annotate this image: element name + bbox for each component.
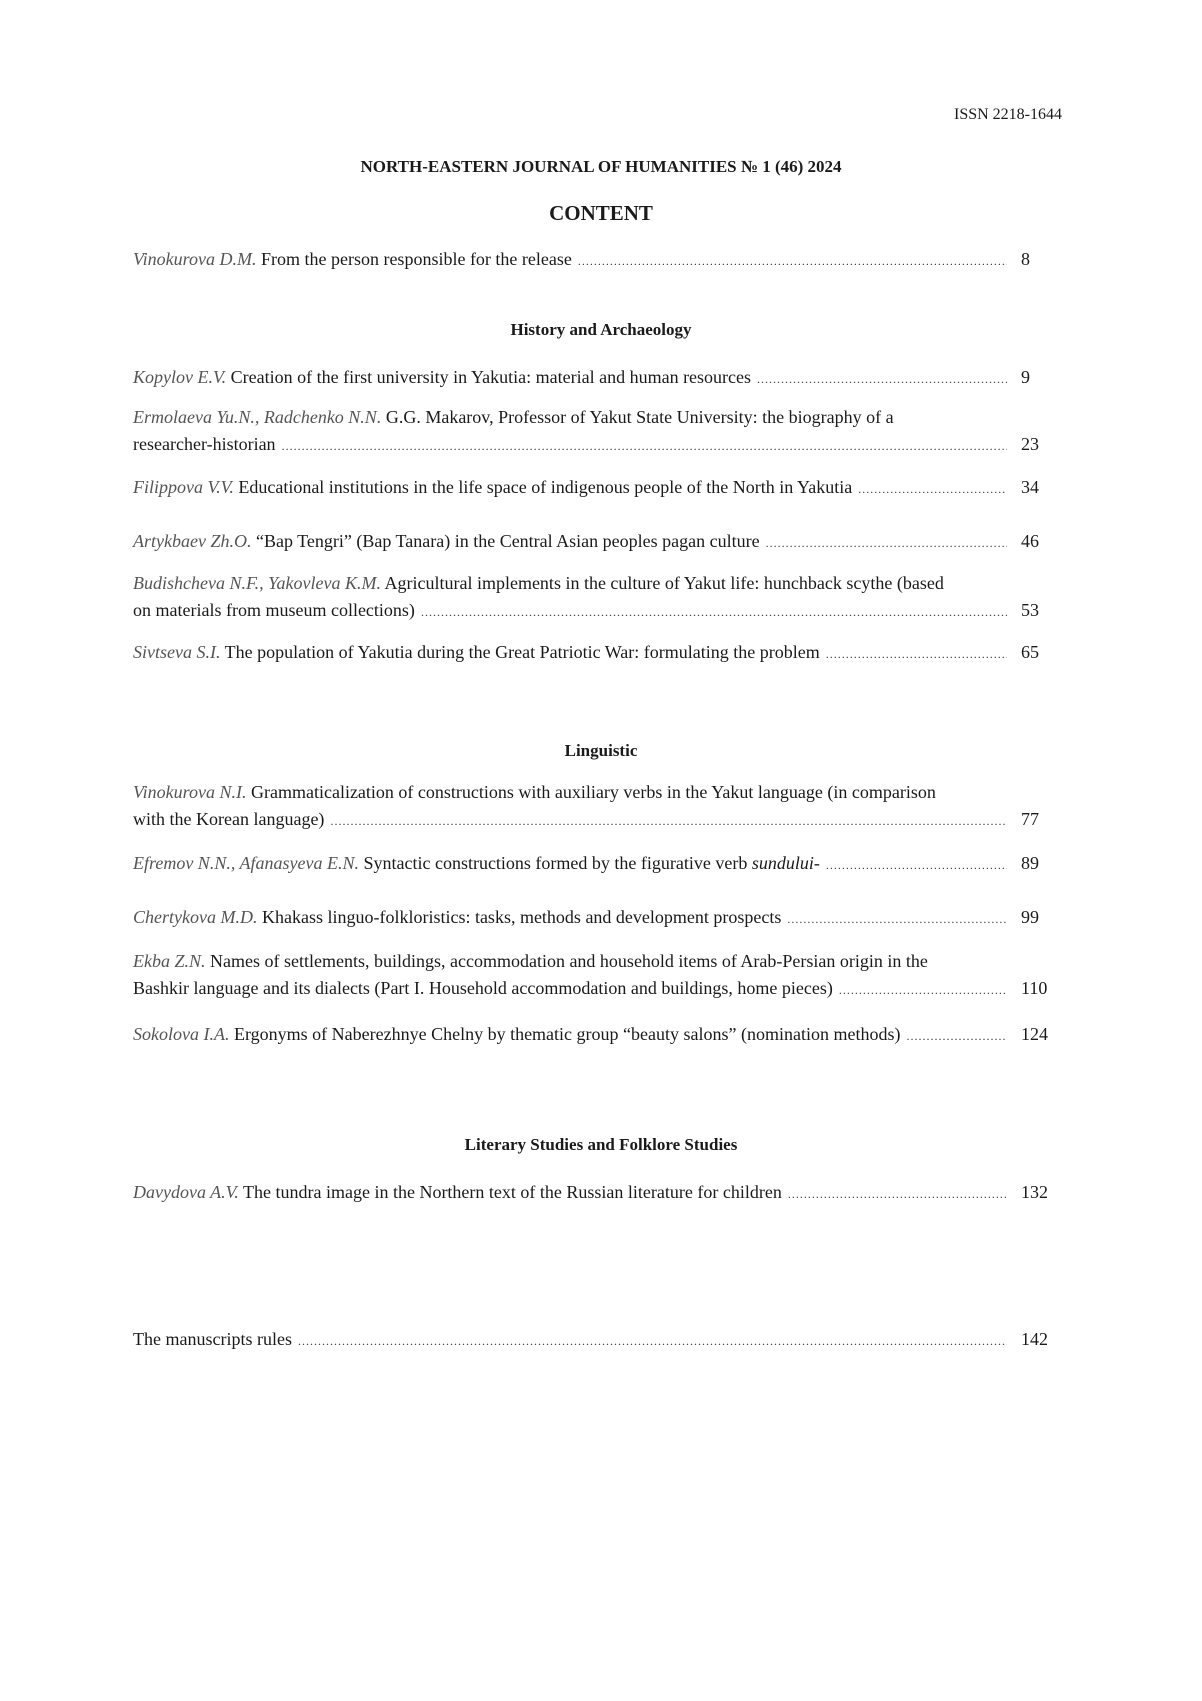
toc-entry[interactable] bbox=[133, 639, 1061, 668]
entry-authors: Davydova A.V. bbox=[133, 1182, 239, 1202]
toc-entry[interactable] bbox=[133, 570, 1061, 626]
toc-entry[interactable] bbox=[133, 850, 1061, 879]
toc-entry[interactable] bbox=[133, 948, 1061, 1004]
toc-entry[interactable] bbox=[133, 404, 1061, 460]
dot-leader bbox=[826, 641, 1007, 668]
issn: ISSN 2218-1644 bbox=[953, 106, 1062, 123]
entry-title-cont: on materials from museum collections) bbox=[133, 600, 415, 620]
entry-page: 23 bbox=[1021, 434, 1039, 454]
toc-entry[interactable] bbox=[133, 1021, 1061, 1050]
section-heading-literary: Literary Studies and Folklore Studies bbox=[464, 1135, 738, 1154]
entry-title-italic: sundului- bbox=[751, 853, 820, 873]
entry-page: 77 bbox=[1021, 809, 1039, 829]
dot-leader bbox=[757, 366, 1007, 393]
entry-authors: Artykbaev Zh.O. bbox=[133, 531, 252, 551]
journal-title: NORTH-EASTERN JOURNAL OF HUMANITIES № 1 (46) 2024 bbox=[360, 157, 842, 176]
toc-entry-intro[interactable] bbox=[133, 246, 1061, 275]
entry-title: Grammaticalization of constructions with auxiliary verbs in the Yakut language (in comparison bbox=[250, 782, 936, 802]
entry-title: Creation of the first university in Yakutia: material and human resources bbox=[230, 367, 752, 387]
entry-page: 110 bbox=[1021, 978, 1048, 998]
dot-leader bbox=[788, 1181, 1007, 1208]
entry-page: 34 bbox=[1021, 477, 1039, 497]
toc-entry[interactable] bbox=[133, 528, 1061, 557]
entry-page: 124 bbox=[1021, 1024, 1048, 1044]
entry-title: Educational institutions in the life space of indigenous people of the North in Yakutia bbox=[238, 477, 853, 497]
entry-page: 46 bbox=[1021, 531, 1039, 551]
entry-title: The tundra image in the Northern text of the Russian literature for children bbox=[243, 1182, 782, 1202]
dot-leader bbox=[282, 433, 1007, 460]
entry-authors: Ekba Z.N. bbox=[133, 951, 206, 971]
dot-leader bbox=[421, 599, 1007, 626]
dot-leader bbox=[298, 1328, 1007, 1355]
entry-page: 53 bbox=[1021, 600, 1039, 620]
toc-entry-manuscripts[interactable] bbox=[133, 1326, 1061, 1355]
entry-page: 9 bbox=[1021, 367, 1030, 387]
entry-title: “Bap Tengri” (Bap Tanara) in the Central Asian peoples pagan culture bbox=[255, 531, 760, 551]
dot-leader bbox=[766, 530, 1007, 557]
entry-authors: Vinokurova D.M. bbox=[133, 249, 257, 269]
toc-entry[interactable] bbox=[133, 904, 1061, 933]
entry-authors: Efremov N.N., Afanasyeva E.N. bbox=[133, 853, 359, 873]
dot-leader bbox=[787, 906, 1007, 933]
entry-title: Ergonyms of Naberezhnye Chelny by thematic group “beauty salons” (nomination methods) bbox=[233, 1024, 901, 1044]
entry-authors: Sokolova I.A. bbox=[133, 1024, 230, 1044]
entry-page: 132 bbox=[1021, 1182, 1048, 1202]
dot-leader bbox=[858, 476, 1007, 503]
dot-leader bbox=[330, 808, 1007, 835]
entry-title-cont: researcher-historian bbox=[133, 434, 276, 454]
entry-title: Syntactic constructions formed by the figurative verb bbox=[363, 853, 748, 873]
entry-page: 89 bbox=[1021, 853, 1039, 873]
dot-leader bbox=[578, 248, 1007, 275]
toc-entry[interactable] bbox=[133, 364, 1061, 393]
entry-authors: Ermolaeva Yu.N., Radchenko N.N. bbox=[133, 407, 382, 427]
entry-page: 142 bbox=[1021, 1329, 1048, 1349]
entry-authors: Chertykova M.D. bbox=[133, 907, 258, 927]
entry-title-cont: with the Korean language) bbox=[133, 809, 325, 829]
entry-title: Agricultural implements in the culture of Yakut life: hunchback scythe (based bbox=[384, 573, 944, 593]
entry-title: Names of settlements, buildings, accommodation and household items of Arab-Persian origin in the bbox=[210, 951, 928, 971]
entry-title-cont: Bashkir language and its dialects (Part I. Household accommodation and buildings, home pieces) bbox=[133, 978, 833, 998]
entry-authors: Vinokurova N.I. bbox=[133, 782, 247, 802]
toc-entry[interactable] bbox=[133, 1179, 1061, 1208]
entry-title: Khakass linguo-folkloristics: tasks, methods and development prospects bbox=[261, 907, 782, 927]
toc-entry[interactable] bbox=[133, 474, 1061, 503]
entry-authors: Kopylov E.V. bbox=[133, 367, 227, 387]
dot-leader bbox=[839, 977, 1007, 1004]
dot-leader bbox=[906, 1023, 1007, 1050]
entry-title: The population of Yakutia during the Great Patriotic War: formulating the problem bbox=[224, 642, 820, 662]
toc-entry[interactable] bbox=[133, 779, 1061, 835]
dot-leader bbox=[826, 852, 1007, 879]
section-heading-linguistic: Linguistic bbox=[564, 741, 638, 760]
entry-title: The manuscripts rules bbox=[133, 1329, 292, 1349]
entry-page: 99 bbox=[1021, 907, 1039, 927]
section-heading-history: History and Archaeology bbox=[510, 320, 692, 339]
entry-authors: Budishcheva N.F., Yakovleva K.M. bbox=[133, 573, 381, 593]
entry-title: G.G. Makarov, Professor of Yakut State University: the biography of a bbox=[385, 407, 894, 427]
content-title: CONTENT bbox=[549, 201, 653, 225]
entry-title: From the person responsible for the release bbox=[260, 249, 572, 269]
entry-page: 8 bbox=[1021, 249, 1030, 269]
entry-page: 65 bbox=[1021, 642, 1039, 662]
entry-authors: Sivtseva S.I. bbox=[133, 642, 221, 662]
entry-authors: Filippova V.V. bbox=[133, 477, 234, 497]
